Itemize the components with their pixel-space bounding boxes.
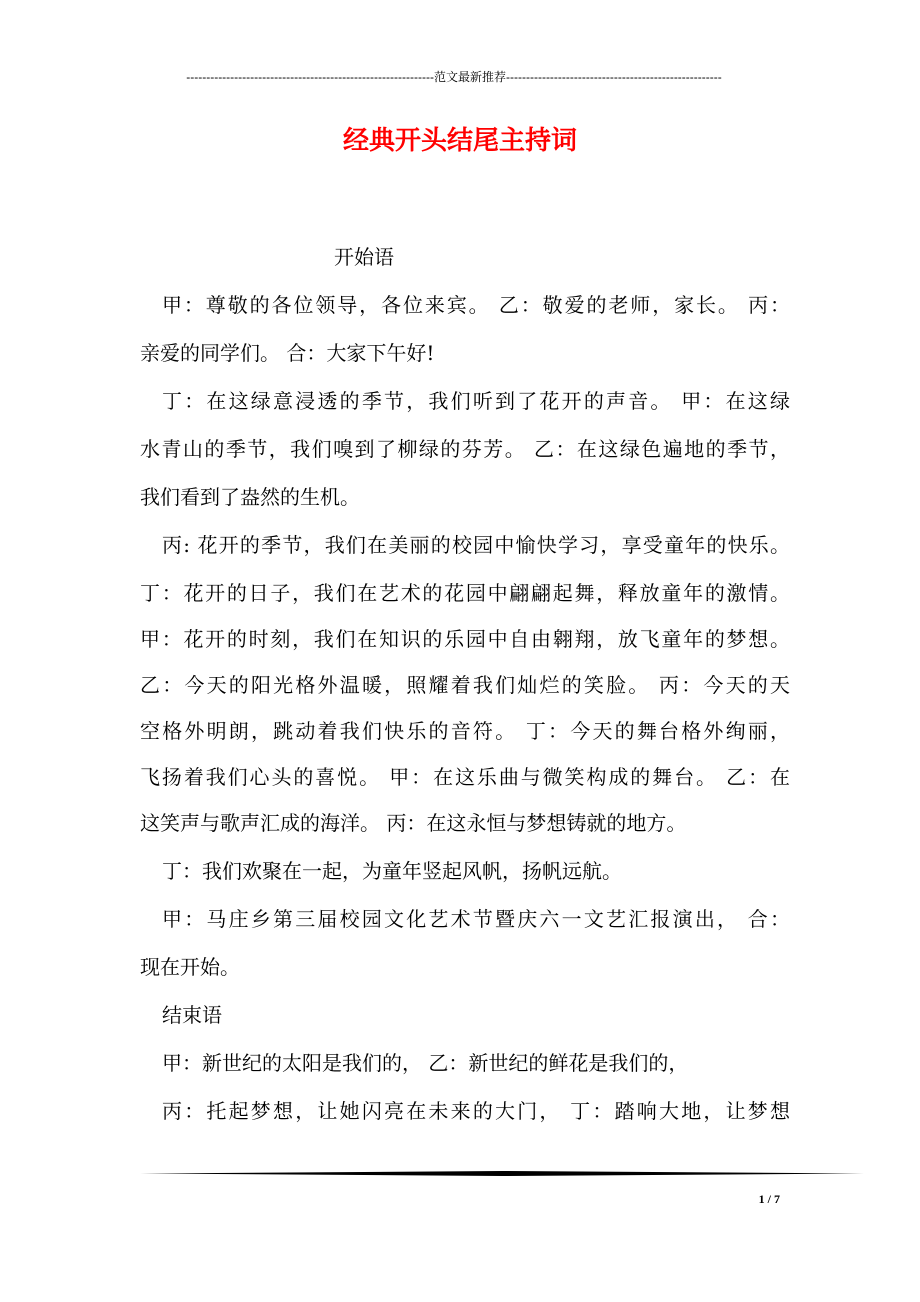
paragraph-line: 甲：尊敬的各位领导，各位来宾。 乙：敬爱的老师，家长。 丙：: [162, 293, 790, 317]
paragraph-line: 丙：托起梦想，让她闪亮在未来的大门， 丁：踏响大地，让梦想: [162, 1099, 790, 1123]
paragraph-line: 乙：今天的阳光格外温暖，照耀着我们灿烂的笑脸。 丙：今天的天: [140, 673, 790, 697]
paragraph-line: 水青山的季节，我们嗅到了柳绿的芬芳。 乙：在这绿色遍地的季节，: [140, 437, 790, 461]
section-heading-opening: 开始语: [334, 245, 394, 269]
document-body: [140, 237, 790, 1139]
paragraph-line: 现在开始。: [140, 955, 240, 979]
paragraph-line: 甲：马庄乡第三届校园文化艺术节暨庆六一文艺汇报演出， 合：: [162, 907, 790, 931]
footer-rule: [140, 1171, 864, 1176]
paragraph-line: 亲爱的同学们。 合：大家下午好!: [140, 341, 435, 365]
paragraph-line: 空格外明朗，跳动着我们快乐的音符。 丁：今天的舞台格外绚丽，: [140, 719, 790, 743]
document-title: 经典开头结尾主持词: [342, 126, 577, 156]
page-number: 1 / 7: [758, 1192, 780, 1206]
paragraph-line: 甲：花开的时刻，我们在知识的乐园中自由翱翔，放飞童年的梦想。: [140, 627, 790, 651]
paragraph-line: 飞扬着我们心头的喜悦。 甲：在这乐曲与微笑构成的舞台。 乙：在: [140, 765, 790, 789]
section-heading-closing: 结束语: [162, 1003, 222, 1027]
paragraph-line: 丁：我们欢聚在一起，为童年竖起风帆，扬帆远航。: [162, 859, 622, 883]
paragraph-line: 甲：新世纪的太阳是我们的， 乙：新世纪的鲜花是我们的，: [162, 1051, 689, 1075]
paragraph-line: 丁：花开的日子，我们在艺术的花园中翩翩起舞，释放童年的激情。: [140, 581, 790, 605]
paragraph-line: 这笑声与歌声汇成的海洋。 丙：在这永恒与梦想铸就的地方。: [140, 811, 687, 835]
paragraph-line: 我们看到了盎然的生机。: [140, 485, 360, 509]
paragraph-line: 丙: 花开的季节，我们在美丽的校园中愉快学习，享受童年的快乐。: [162, 533, 790, 557]
paragraph-line: 丁：在这绿意浸透的季节，我们听到了花开的声音。 甲：在这绿: [162, 389, 790, 413]
page-header: --------------------------------------------------------------范文最新推荐------------------------------------------------------: [186, 70, 722, 84]
